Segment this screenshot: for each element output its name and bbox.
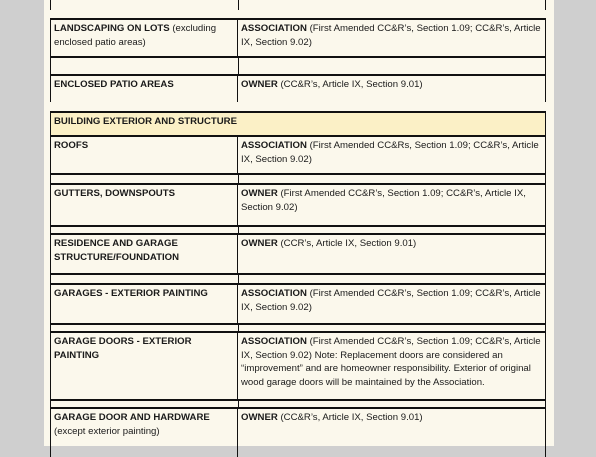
item-cell: GARAGES - EXTERIOR PAINTING bbox=[50, 285, 238, 323]
responsibility-cell: ASSOCIATION (First Amended CC&R’s, Section 1.09; CC&R’s, Article IX, Section 9.02) bbox=[238, 20, 546, 56]
table-row bbox=[50, 407, 546, 457]
item-cell: ENCLOSED PATIO AREAS bbox=[50, 76, 238, 102]
table-spacer-row bbox=[50, 399, 546, 407]
responsibility-cell: ASSOCIATION (First Amended CC&R’s, Section 1.09; CC&R’s, Article IX, Section 9.02) bbox=[238, 285, 546, 323]
table-row bbox=[50, 283, 546, 323]
table-spacer-row bbox=[50, 0, 546, 10]
item-cell: GUTTERS, DOWNSPOUTS bbox=[50, 185, 238, 225]
table-row bbox=[50, 18, 546, 56]
table-spacer-row bbox=[50, 56, 546, 74]
table-row bbox=[50, 135, 546, 173]
item-cell: LANDSCAPING ON LOTS (excluding enclosed patio areas) bbox=[50, 20, 238, 56]
item-cell: GARAGE DOORS - EXTERIOR PAINTING bbox=[50, 333, 238, 399]
responsibility-cell: OWNER (CC&R’s, Article IX, Section 9.01) bbox=[238, 76, 546, 102]
item-cell: ROOFS bbox=[50, 137, 238, 173]
table-row bbox=[50, 74, 546, 102]
responsibility-cell: ASSOCIATION (First Amended CC&R’s, Section 1.09; CC&R’s, Article IX, Section 9.02) Note: Replacement doors are considered an “improvement” and are homeowner responsibility. Exterior of original wood garage doors will be maintained by the Association. bbox=[238, 333, 546, 399]
table-spacer-row bbox=[50, 273, 546, 283]
item-cell: GARAGE DOOR AND HARDWARE (except exterior painting) bbox=[50, 409, 238, 457]
table-spacer-row bbox=[50, 323, 546, 331]
section-heading: BUILDING EXTERIOR AND STRUCTURE bbox=[50, 111, 546, 135]
table-row bbox=[50, 183, 546, 225]
table-spacer-row bbox=[50, 173, 546, 183]
responsibility-cell: OWNER (First Amended CC&R’s, Section 1.09; CC&R’s, Article IX, Section 9.02) bbox=[238, 185, 546, 225]
responsibility-cell: OWNER (CCR’s, Article IX, Section 9.01) bbox=[238, 235, 546, 273]
table-row bbox=[50, 331, 546, 399]
responsibility-cell: ASSOCIATION (First Amended CC&Rs, Section 1.09; CC&R’s, Article IX, Section 9.02) bbox=[238, 137, 546, 173]
table-row bbox=[50, 233, 546, 273]
item-cell: RESIDENCE AND GARAGE STRUCTURE/FOUNDATION bbox=[50, 235, 238, 273]
table-spacer-row bbox=[50, 225, 546, 233]
responsibility-cell: OWNER (CC&R’s, Article IX, Section 9.01) bbox=[238, 409, 546, 457]
